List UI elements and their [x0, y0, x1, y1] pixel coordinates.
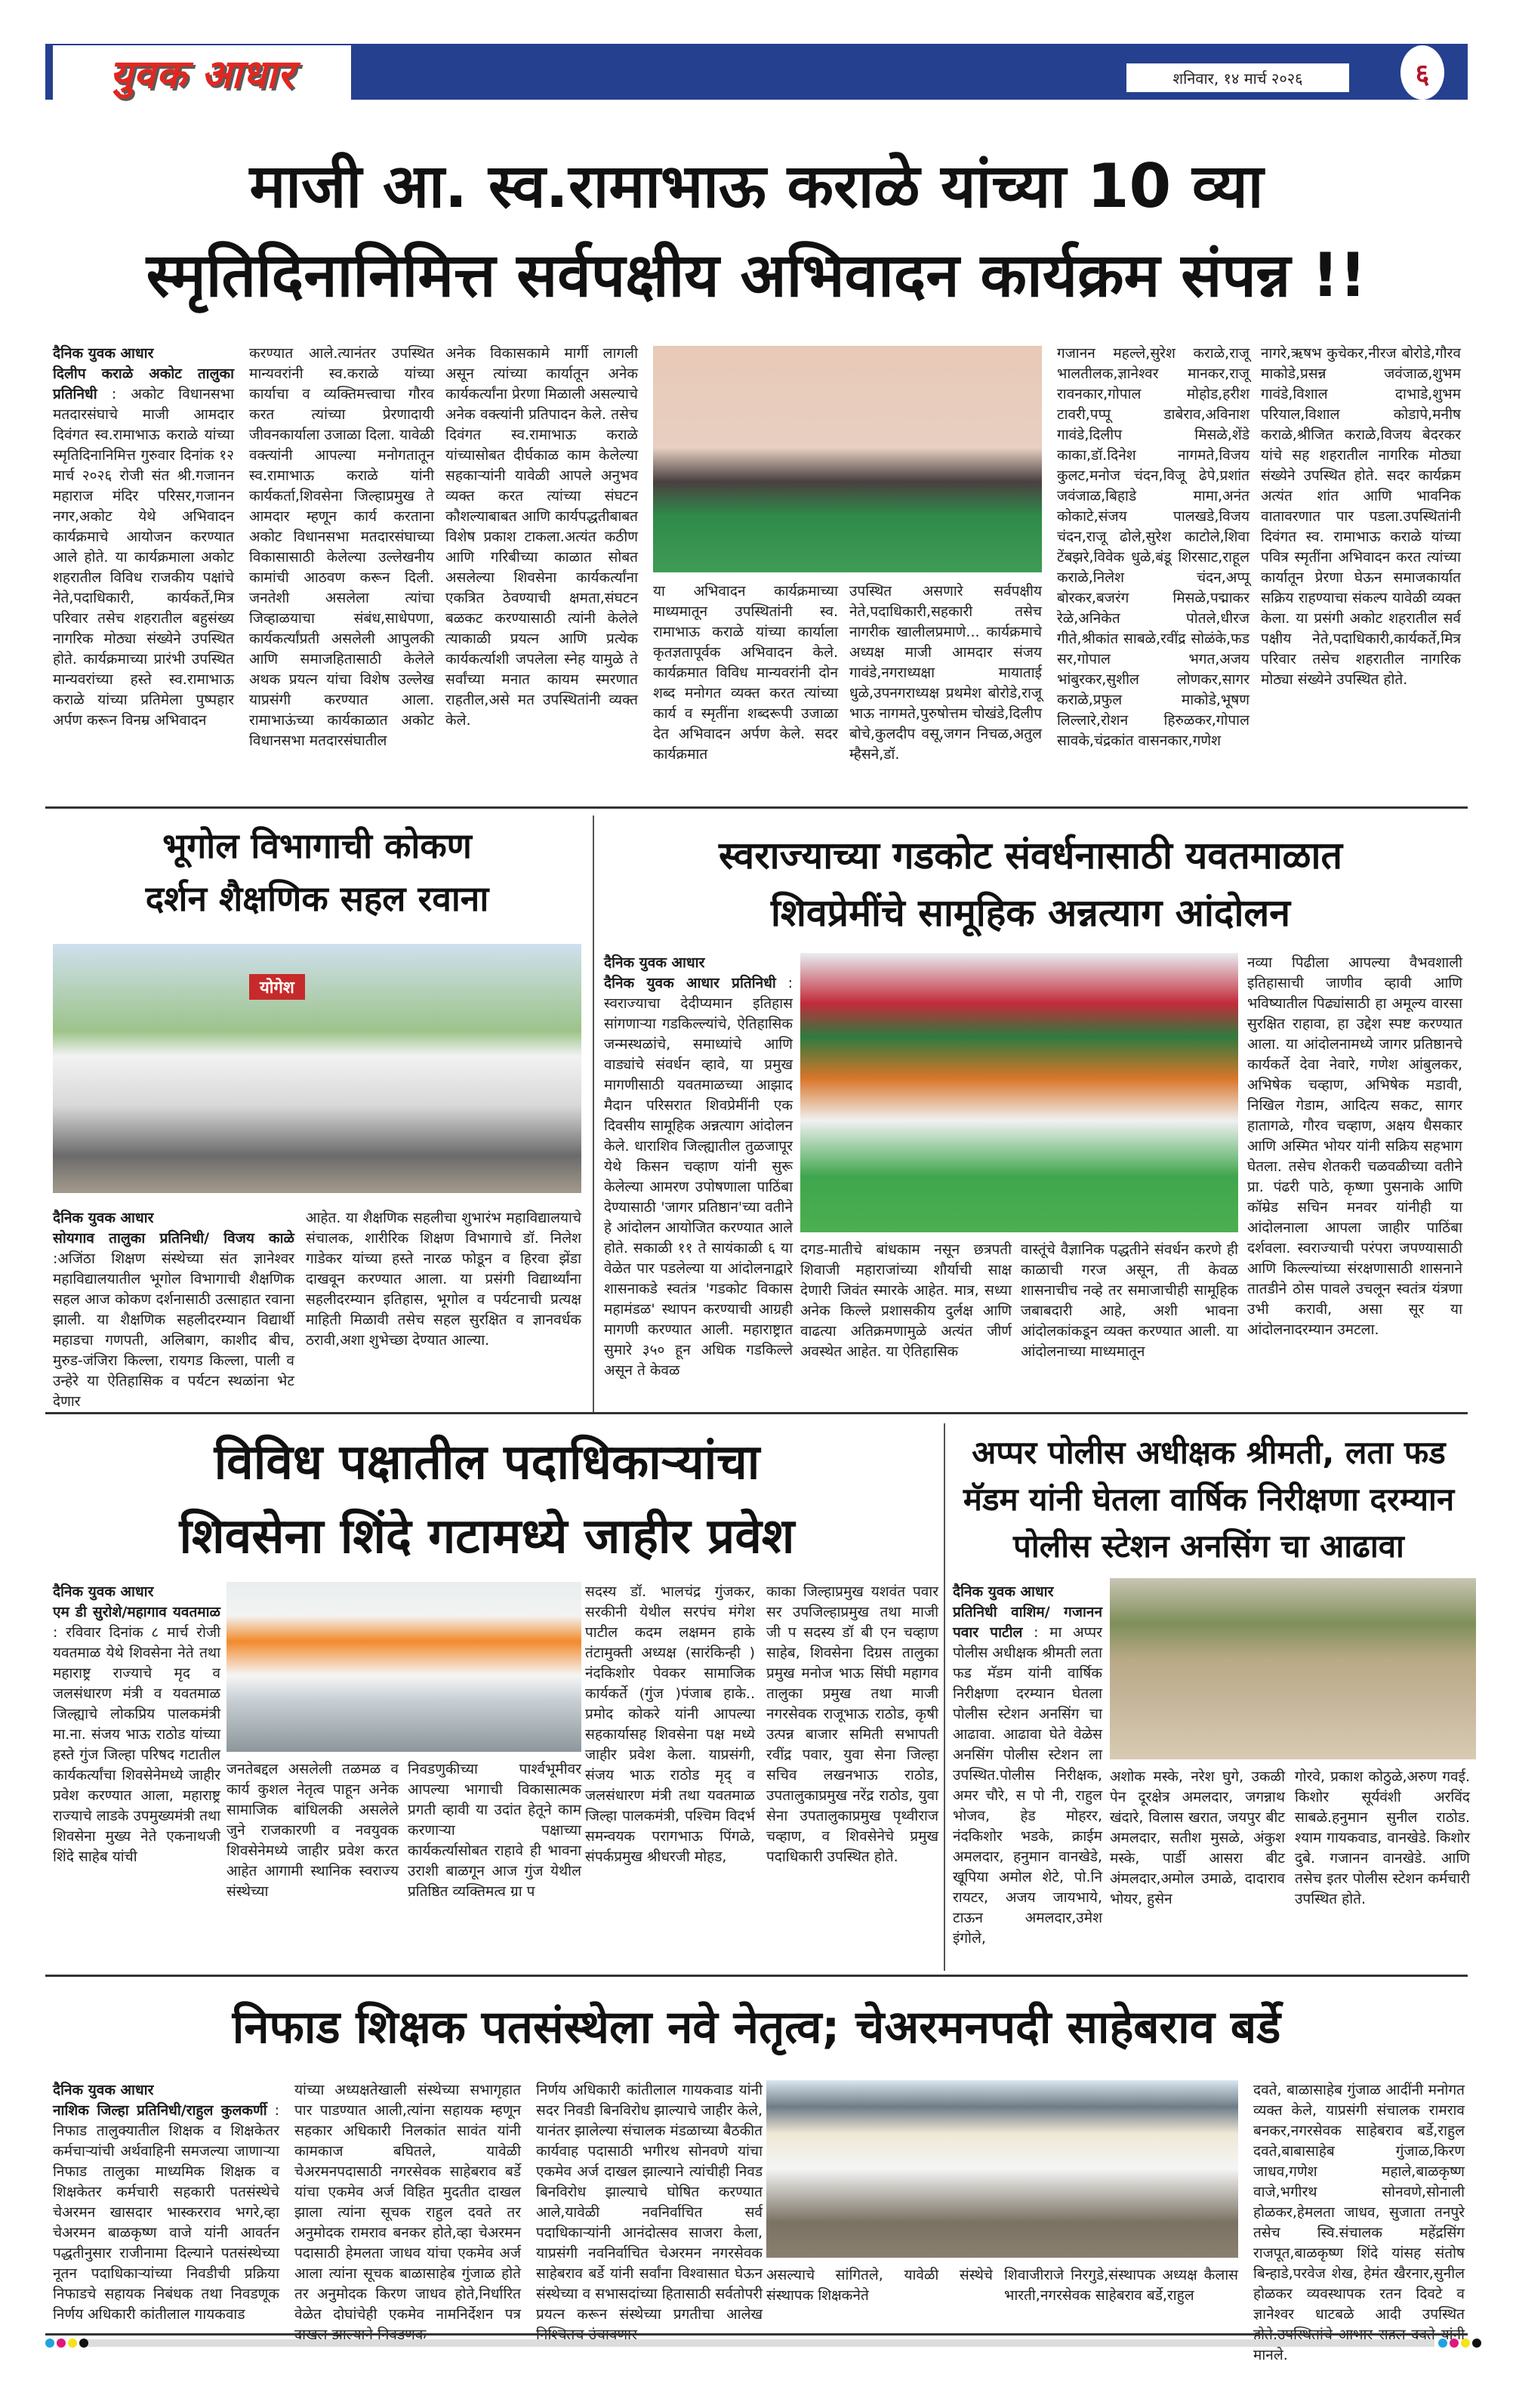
article-column: काका जिल्हाप्रमुख यशवंत पवार सर उपजिल्हाप्रमुख तथा माजी जी प सदस्य डॉ बी एन चव्हाण साहेब, शिवसेना दिग्रस तालुका प्रमुख मनोज भाऊ सिंघी महागव तालुका प्रमुख तथा माजी नगरसेवक राजूभाऊ राठोड, कृषी उत्पन्न बाजार समिती सभापती रवींद्र पवार, युवा सेना जिल्हा सचिव लखनभाऊ राठोड, उपतालुकाप्रमुख नरेंद्र राठोड, युवा सेना उपतालुकाप्रमुख पृथ्वीराज चव्हाण, व शिवसेनेचे प्रमुख पदाधिकारी उपस्थित होते.: [766, 1583, 938, 1865]
headline-shivsena: [53, 1426, 921, 1574]
article-column: सदस्य डॉ. भालचंद्र गुंजकर, सरकीनी येथील सरपंच मंगेश पाटील कदम लक्षमन हाके तंटामुक्ती अध्यक्ष (सारंकिन्ही ) नंदकिशोर पेवकर सामाजिक कार्यकर्ते (गुंज )पंजाब हाके.. प्रमोद कोकरे यांनी आपल्या सहकार्यासह शिवसेना पक्ष मध्ये जाहीर प्रवेश केला. याप्रसंगी, संजय भाऊ राठोड मृद् व जलसंधारण मंत्री तथा यवतमाळ जिल्हा पालकमंत्री, पश्चिम विदर्भ समन्वयक परागभाऊ पिंगळे, संपर्कप्रमुख श्रीधरजी मोहड,: [585, 1583, 755, 1865]
byline: नाशिक जिल्हा प्रतिनिधी/राहुल कुलकर्णी: [53, 2102, 267, 2119]
article-column: गोरवे, प्रकाश कोठुळे,अरुण गवई. किशोर सूर्यवंशी अरविंद साबळे.हनुमान सुनील राठोड. श्याम गायकवाड, वानखेडे. किशोर दुबे. गजानन वानखेडे. आणि तसेच इतर पोलीस स्टेशन कर्मचारी उपस्थित होते.: [1295, 1768, 1470, 1907]
column-text: :अजिंठा शिक्षण संस्थेच्या संत ज्ञानेश्वर महाविद्यालयातील भूगोल विभागाची शैक्षणिक सहल आज कोकण दर्शनासाठी उत्साहात रवाना झाली. या शैक्षणिक सहलीदरम्यान विद्यार्थी महाडचा गणपती, अलिबाग, काशीद बीच, मुरुड-जंजिरा किल्ला, रायगड किल्ला, पाली व उन्हेरे या ऐतिहासिक व पर्यटन स्थळांना भेट देणार: [53, 1250, 294, 1410]
article-column: जनतेबद्दल असलेली तळमळ व कार्य कुशल नेतृत्व पाहून अनेक सामाजिक बांधिलकी असलेले जुने राजकारणी व नवयुवक शिवसेनेमध्ये जाहीर प्रवेश करत आहेत आगामी स्थानिक स्वराज्य संस्थेच्या: [226, 1761, 399, 1900]
bus-sign: योगेश: [249, 974, 305, 1000]
headline-line: विविध पक्षातील पदाधिकाऱ्यांचा: [214, 1435, 760, 1491]
issue-date: शनिवार, १४ मार्च २०२६: [1126, 63, 1349, 92]
column-divider: [593, 816, 594, 1412]
headline-line: पोलीस स्टेशन अनसिंग चा आढावा: [1013, 1528, 1404, 1565]
dateline: दैनिक युवक आधार: [604, 954, 705, 971]
headline-line: मॅडम यांनी घेतला वार्षिक निरीक्षणा दरम्यान: [963, 1481, 1455, 1518]
column-text: : निफाड तालुक्यातील शिक्षक व शिक्षकेतर कर्मचाऱ्यांची अर्थवाहिनी समजल्या जाणाऱ्या निफाड तालुका माध्यमिक शिक्षक व शिक्षकेतर कर्मचारी सहकारी पतसंस्थेचे चेअरमन खासदार भास्करराव भगरे,व्हा चेअरमन बाळकृष्ण वाजे यांनी आवर्तन पद्धतीनुसार राजीनामा दिल्याने पतसंस्थेच्या नूतन पदाधिकाऱ्यांच्या निवडीची प्रक्रिया निफाडचे सहायक निबंधक तथा निवडणूक निर्णय अधिकारी कांतीलाल गायकवाड: [53, 2102, 279, 2323]
article-column: अशोक मस्के, नरेश घुगे, उकळी पेन दूरक्षेत्र अमलदार, जगन्नाथ खंदारे, विलास खरात, जयपुर बीट अमलदार, सतीश मुसळे, अंकुश मस्के, पार्डी आसरा बीट अंमलदार,अमोल उमाळे, दादाराव भोयर, हुसेन: [1110, 1768, 1285, 1907]
article-column: [604, 953, 793, 1398]
byline: प्रतिनिधी वाशिम/ गजानन पवार पाटील: [953, 1604, 1102, 1641]
police-parade-photo: [1110, 1578, 1476, 1759]
article-column: दवते, बाळासाहेब गुंजाळ आदींनी मनोगत व्यक्त केले, याप्रसंगी संचालक रामराव बनकर,नगरसेवक साहेबराव बर्डे,राहुल दवते,बाबासाहेब गुंजाळ,किरण जाधव,गणेश महाले,बाळकृष्ण वाजे,भगीरथ सोनवणे,सोनाली होळकर,हेमलता जाधव, सुजाता तनपुरे तसेच स्वि.संचालक महेंद्रसिंग राजपूत,बाळकृष्ण शिंदे यांसह संतोष बिन्हाडे,परवेज शेख, हेमंत खैरनार,सुनील होळकर व्यवस्थापक रतन दिवटे व ज्ञानेश्वर धाटबळे आदी उपस्थित मानले.: [1253, 2082, 1465, 2363]
registration-dot-black: [79, 2339, 88, 2348]
column-text: : रविवार दिनांक ८ मार्च रोजी यवतमाळ येथे शिवसेना नेते तथा महाराष्ट्र राज्याचे मृद व जलसंधारण मंत्री व यवतमाळ जिल्ह्याचे लोकप्रिय पालकमंत्री मा.ना. संजय भाऊ राठोड यांच्या हस्ते गुंज जिल्हा परिषद गटातील कार्यकर्त्यांचा शिवसेनेमध्ये जाहीर प्रवेश करण्यात आला, महाराष्ट्र राज्याचे लाडके उपमुख्यमंत्री तथा शिवसेना मुख्य नेते एकनाथजी शिंदे साहेब यांची: [53, 1624, 220, 1865]
article-column: दगड-मातीचे बांधकाम नसून छत्रपती शिवाजी महाराजांच्या शौर्याची साक्ष देणारी जिवंत स्मारके आहेत. मात्र, सध्या अनेक किल्ले प्रशासकीय दुर्लक्ष आणि वाढत्या अतिक्रमणामुळे अत्यंत जीर्ण अवस्थेत आहेत. या ऐतिहासिक: [800, 1241, 1012, 1360]
byline: दैनिक युवक आधार प्रतिनिधी: [604, 975, 776, 991]
registration-dot-yellow: [68, 2339, 77, 2348]
headline-line: स्वराज्याच्या गडकोट संवर्धनासाठी यवतमाळात: [718, 834, 1343, 877]
divider: [45, 1412, 1468, 1414]
divider: [45, 2333, 1468, 2336]
registration-dot-magenta: [57, 2339, 66, 2348]
dateline: दैनिक युवक आधार: [53, 345, 154, 362]
column-divider: [944, 1423, 945, 1971]
headline-karale: [45, 142, 1468, 320]
headline-police: [950, 1429, 1468, 1570]
registration-dot-yellow: [1461, 2339, 1470, 2348]
article-column: यांच्या अध्यक्षतेखाली संस्थेच्या सभागृहात पार पाडण्यात आली,त्यांना सहायक म्हणून सहकार अधिकारी निलकांत सावंत यांनी कामकाज बघितले, यावेळी चेअरमनपदासाठी नगरसेवक साहेबराव बर्डे यांचा एकमेव अर्ज विहित मुदतीत दाखल झाला त्यांना सूचक राहुल दवते तर अनुमोदक रामराव बनकर होते,व्हा चेअरमन पदासाठी हेमलता जाधव यांचा एकमेव अर्ज आला त्यांना सूचक बाळासाहेब गुंजाळ होते तर अनुमोदक किरण जाधव होते,निर्धारित वेळेत दोघांचेही एकमेव नामनिर्देशन पत्र: [294, 2082, 521, 2323]
headline-swaraj: [596, 827, 1465, 942]
article-column: करण्यात आले.त्यानंतर उपस्थित मान्यवरांनी स्व.कराळे यांच्या कार्याचा व व्यक्तिमत्त्वाचा गौरव करत त्यांच्या प्रेरणादायी जीवनकार्याला उजाळा दिला. यावेळी वक्त्यांनी आपल्या मनोगतातून स्व.रामाभाऊ कराळे यांनी कार्यकर्ता,शिवसेना जिल्हाप्रमुख ते आमदार म्हणून कार्य करताना अकोट विधानसभा मतदारसंघाच्या विकासासाठी केलेल्या उल्लेखनीय कामांची आठवण करून दिली. जनतेशी असलेला त्यांचा जिव्हाळयाचा संबंध,साधेपणा, कार्यकर्त्यांप्रती असलेली आपुलकी आणि समाजहितासाठी केलेले अथक प्रयत्न यांचा विशेष उल्लेख याप्रसंगी करण्यात आला. रामाभाऊंच्या कार्यकाळात अकोट विधानसभा मतदारसंघातील: [249, 345, 435, 749]
induction-photo: [226, 1582, 581, 1752]
byline: एम डी सुरोशे/महागाव यवतमाळ: [53, 1604, 220, 1620]
article-column: [53, 1582, 220, 1967]
headline-line: निफाड शिक्षक पतसंस्थेला नवे नेतृत्व; चेअरमनपदी साहेबराव बर्डे: [232, 2001, 1281, 2054]
article-column: [53, 344, 234, 797]
event-photo: [653, 346, 1042, 572]
headline-line: शिवसेना शिंदे गटामध्ये जाहीर प्रवेश: [179, 1509, 795, 1565]
dateline: दैनिक युवक आधार: [53, 2082, 154, 2098]
headline-line: माजी आ. स्व.रामाभाऊ कराळे यांच्या 10 व्या: [249, 151, 1264, 221]
protest-photo: [800, 953, 1238, 1232]
article-column: [953, 1582, 1102, 1967]
registration-dot-black: [1472, 2339, 1481, 2348]
article-column: शिवाजीराजे निरगुडे,संस्थापक अध्यक्ष कैलास भारती,नगरसेवक साहेबराव बर्डे,राहुल: [1004, 2267, 1238, 2304]
article-column: असल्याचे सांगितले, यावेळी संस्थेचे संस्थापक शिक्षकनेते: [766, 2267, 993, 2304]
headline-line: शिवप्रेमींचे सामूहिक अन्नत्याग आंदोलन: [770, 891, 1291, 935]
column-text: : स्वराज्याचा देदीप्यमान इतिहास सांगणाऱ्या गडकिल्ल्यांचे, ऐतिहासिक जन्मस्थळांचे, समाध्यांचे आणि वाड्यांचे संवर्धन व्हावे, या प्रमुख मागणीसाठी यवतमाळच्या आझाद मैदान परिसरात शिवप्रेमींनी एक दिवसीय सामूहिक अन्नत्याग आंदोलन केले. धाराशिव जिल्ह्यातील तुळजापूर येथे किसन चव्हाण यांनी सुरू केलेल्या आमरण उपोषणाला पाठिंबा देण्यासाठी 'जागर प्रतिष्ठान'च्या वतीने हे आंदोलन आयोजित करण्यात आले होते. सकाळी ११ ते सायंकाळी ६ या वेळेत पार पडलेल्या या आंदोलनाद्वारे शासनाकडे स्वतंत्र 'गडकोट विकास महामंडळ' स्थापन करण्याची आग्रही मागणी करण्यात आली. महाराष्ट्रात सुमारे ३५० हून अधिक गडकिल्ले असून ते केवळ: [604, 975, 793, 1379]
byline: दिलीप कराळे अकोट तालुका प्रतिनिधी: [53, 365, 234, 402]
article-column: [53, 2080, 279, 2329]
logo-text: युवक आधार: [109, 51, 294, 97]
divider: [45, 806, 1468, 809]
byline: सोयगाव तालुका प्रतिनिधी/ विजय काळे: [53, 1230, 294, 1247]
dateline: दैनिक युवक आधार: [53, 1210, 154, 1226]
column-text: : मा अप्पर पोलीस अधीक्षक श्रीमती लता फड मॅडम यांनी वार्षिक निरीक्षणा दरम्यान घेतला पोलीस स्टेशन अनसिंग चा आढावा. आढावा घेते वेळेस अनसिंग पोलीस स्टेशन ला उपस्थित.पोलीस निरीक्षक, अमर चौरे, स पो नी, राहुल भोजव, हेड मोहरर, नंदकिशोर भडके, क्राईम अमलदार, हनुमान वानखेडे, खूपिया अमोल शेटे, पो.नि रायटर, अजय जायभाये, टाऊन अमलदार,उमेश इंगोले,: [953, 1624, 1102, 1947]
registration-dot-cyan: [45, 2339, 54, 2348]
column-text: : अकोट विधानसभा मतदारसंघाचे माजी आमदार दिवंगत स्व.रामाभाऊ कराळे यांच्या स्मृतिदिनानिमित्त गुरुवार दिनांक १२ मार्च २०२६ रोजी संत श्री.गजानन महाराज मंदिर परिसर,गजानन नगर,अकोट येथे अभिवादन कार्यक्रमाचे आयोजन करण्यात आले होते. या कार्यक्रमाला अकोट शहरातील विविध राजकीय पक्षांचे नेते,पदाधिकारी, कार्यकर्ते,मित्र परिवार तसेच शहरातील बहुसंख्य नागरिक मोठ्या संख्येने उपस्थित होते. कार्यक्रमाच्या प्रारंभी उपस्थित मान्यवरांच्या हस्ते स्व.रामाभाऊ कराळे यांच्या प्रतिमेला पुष्पहार अर्पण करून विनम्र अभिवादन: [53, 386, 234, 729]
headline-line: दर्शन शैक्षणिक सहल रवाना: [145, 878, 489, 919]
article-column: नव्या पिढीला आपल्या वैभवशाली इतिहासाची जाणीव व्हावी आणि भविष्यातील पिढ्यांसाठी हा अमूल्य वारसा सुरक्षित राहावा, हा उद्देश स्पष्ट करण्यात आला. या आंदोलनामध्ये जागर प्रतिष्ठानचे कार्यकर्ते देवा नेवारे, गणेश आंबुलकर, अभिषेक चव्हाण, अभिषेक मडावी, निखिल गेडाम, आदित्य सकट, सागर हातागळे, गौरव चव्हाण, अक्षय धैसकार आणि अस्मित भोयर यांनी सक्रिय सहभाग घेतला. तसेच शेतकरी चळवळीच्या वतीने प्रा. पंढरी पाठे, कृष्णा पुसनाके आणि कॉम्रेड सचिन मनवर यांनीही या आंदोलनाला आपला जाहीर पाठिंबा दर्शवला. स्वराज्याची परंपरा जपण्यासाठी आणि किल्ल्यांच्या संरक्षणासाठी शासनाने तातडीने ठोस पावले उचलून स्वतंत्र यंत्रणा उभी करावी, असा सूर या आंदोलनादरम्यान उमटला.: [1247, 954, 1462, 1338]
article-column: अनेक विकासकामे मार्गी लागली असून त्यांच्या कार्यातून अनेक कार्यकर्त्यांना प्रेरणा मिळाली असल्याचे अनेक वक्त्यांनी प्रतिपादन केले. तसेच दिवंगत स्व.रामाभाऊ कराळे यांच्यासोबत दीर्घकाळ काम केलेल्या सहकाऱ्यांनी यावेळी आपले अनुभव व्यक्त करत त्यांच्या संघटन कौशल्याबाबत आणि कार्यपद्धतीबाबत विशेष प्रकाश टाकला.अत्यंत कठीण आणि गरिबीच्या काळात सोबत असलेल्या शिवसेना कार्यकर्त्यांना एकत्रित ठेवण्याची क्षमता,संघटन बळकट करण्यासाठी त्यांनी केलेले त्याकाळी प्रयत्न आणि प्रत्येक कार्यकर्त्याशी जपलेला स्नेह यामुळे ते सर्वांच्या मनात कायम स्मरणात राहतील,असे मत उपस्थितांनी व्यक्त केले.: [445, 345, 638, 729]
article-column: आहेत. या शैक्षणिक सहलीचा शुभारंभ महाविद्यालयाचे संचालक, शारीरिक शिक्षण विभागाचे डॉ. निलेश गाडेकर यांच्या हस्ते नारळ फोडून व हिरवा झेंडा दाखवून करण्यात आला. या प्रसंगी विद्यार्थ्यांना सहलीदरम्यान इतिहास, भूगोल व पर्यटनाची प्रत्यक्ष माहिती मिळावी तसेच सहल सुरक्षित व ज्ञानवर्धक ठरावी,अशा शुभेच्छा देण्यात आल्या.: [306, 1210, 581, 1349]
headline-line: भूगोल विभागाची कोकण: [162, 825, 472, 866]
registration-dot-cyan: [1438, 2339, 1447, 2348]
registration-dot-magenta: [1450, 2339, 1459, 2348]
divider: [45, 1975, 1468, 1977]
headline-konkan: [53, 819, 581, 925]
article-column: वास्तूंचे वैज्ञानिक पद्धतीने संवर्धन करणे ही काळाची गरज असून, ती केवळ शासनाचीच नव्हे तर समाजाचीही सामूहिक जबाबदारी आहे, अशी भावना आंदोलकांकडून व्यक्त करण्यात आली. या आंदोलनाच्या माध्यमातून: [1021, 1241, 1238, 1360]
article-column: गजानन महल्ले,सुरेश कराळे,राजू भालतीलक,ज्ञानेश्वर मानकर,राजू रावनकार,गोपाल मोहोड,हरीश टावरी,पप्पू डाबेराव,अविनाश गावंडे,दिलीप मिसळे,शेंडे काका,डॉ.दिनेश नागमते,विजय कुलट,मनोज चंदन,विजू ढेपे,प्रशांत जवंजाळ,बिहाडे मामा,अनंत कोकाटे,संजय पालखडे,विजय चंदन,राजू ढोले,सुरेश काटोले,शिवा टेंबझरे,विवेक धुळे,बंडू शिरसाट,राहूल कराळे,निलेश चंदन,अप्पू बोरकर,बजरंग मिसळे,पद्माकर रेळे,अनिकेत पोतले,धीरज गीते,श्रीकांत साबळे,रवींद्र सोळंके,फड सर,गोपाल भगत,अजय भांबुरकर,सुशील लोणकर,सागर कराळे,प्रफुल माकोडे,भूषण लिल्लारे,रोशन हिरुळकर,गोपाल सावके,चंद्रकांत वासनकार,गणेश: [1057, 345, 1249, 749]
article-column: निवडणुकीच्या पार्श्वभूमीवर आपल्या भागाची विकासात्मक प्रगती व्हावी या उदांत हेतूने काम करणाऱ्या पक्षाच्या कार्यकर्त्यासोबत राहावे ही भावना उराशी बाळगून आज गुंज येथील प्रतिष्ठित व्यक्तिमत्व ग्रा प: [408, 1761, 581, 1900]
article-column: या अभिवादन कार्यक्रमाच्या माध्यमातून उपस्थितांनी स्व. रामाभाऊ कराळे यांच्या कार्याला कृतज्ञतापूर्वक अभिवादन केले. कार्यक्रमात विविध मान्यवरांनी दोन शब्द मनोगत व्यक्त करत त्यांच्या कार्य व स्मृतींना शब्दरूपी उजाळा देत अभिवादन अर्पण केले. सदर कार्यक्रमात: [653, 583, 838, 763]
headline-line: अप्पर पोलीस अधीक्षक श्रीमती, लता फड: [972, 1434, 1446, 1471]
article-column: नागरे,ऋषभ कुचेकर,नीरज बोरोडे,गौरव माकोडे,प्रसन्न जवंजाळ,शुभम गावंडे,विशाल दाभाडे,शुभम परियाल,विशाल कोडापे,मनीष कराळे,श्रीजित कराळे,विजय बेदरकर यांचे सह शहरातील नागरिक मोठ्या संख्येने उपस्थित होते. सदर कार्यक्रम अत्यंत शांत आणि भावनिक वातावरणात पार पडला.उपस्थितांनी दिवंगत स्व. रामाभाऊ कराळे यांच्या पवित्र स्मृतींना अभिवादन करत त्यांच्या कार्यातून प्रेरणा घेऊन समाजकार्यात सक्रिय राहण्याचा संकल्प यावेळी व्यक्त केला. या प्रसंगी अकोट शहरातील सर्व पक्षीय नेते,पदाधिकारी,कार्यकर्ते,मित्र परिवार तसेच शहरातील नागरिक मोठ्या संख्येने उपस्थित होते.: [1261, 345, 1461, 688]
article-column: उपस्थित असणारे सर्वपक्षीय नेते,पदाधिकारी,सहकारी तसेच नागरीक खालीलप्रमाणे... कार्यक्रमाचे अध्यक्ष माजी आमदार संजय गावंडे,नगराध्यक्षा मायाताई धुळे,उपनगराध्यक्ष प्रथमेश बोरोडे,राजू भाऊ नागमते,पुरुषोत्तम चोखंडे,दिलीप बोचे,कुलदीप वसू,जगन निचळ,अतुल म्हैसने,डॉ.: [849, 583, 1042, 763]
page-number: ६: [1400, 45, 1444, 100]
headline-line: स्मृतिदिनानिमित्त सर्वपक्षीय अभिवादन कार्यक्रम संपन्न !!: [146, 240, 1367, 310]
article-column: [53, 1208, 294, 1410]
bus-photo: [53, 944, 581, 1193]
article-column: निर्णय अधिकारी कांतीलाल गायकवाड यांनी सदर निवडी बिनविरोध झाल्याचे जाहीर केले, यानंतर झालेल्या संचालक मंडळाच्या बैठकीत कार्यवाह पदासाठी भगीरथ सोनवणे यांचा एकमेव अर्ज दाखल झाल्याने त्यांचीही निवड बिनविरोध झाल्याचे घोषित करण्यात आले,यावेळी नवनिर्वाचित सर्व पदाधिकाऱ्यांनी आनंदोत्सव साजरा केला, याप्रसंगी नवनिर्वाचित चेअरमन नगरसेवक साहेबराव बर्डे यांनी सर्वांना विश्वासात घेऊन संस्थेच्या व सभासदांच्या हितासाठी सर्वतोपरी प्रयत्न करून संस्थेच्या प्रगतीचा आलेख: [536, 2082, 763, 2323]
newspaper-logo: [53, 45, 351, 100]
dateline: दैनिक युवक आधार: [953, 1583, 1054, 1600]
headline-niphad: [45, 1986, 1468, 2069]
group-photo: [766, 2080, 1238, 2258]
dateline: दैनिक युवक आधार: [53, 1583, 154, 1600]
print-registration-bar: [83, 2339, 1434, 2347]
